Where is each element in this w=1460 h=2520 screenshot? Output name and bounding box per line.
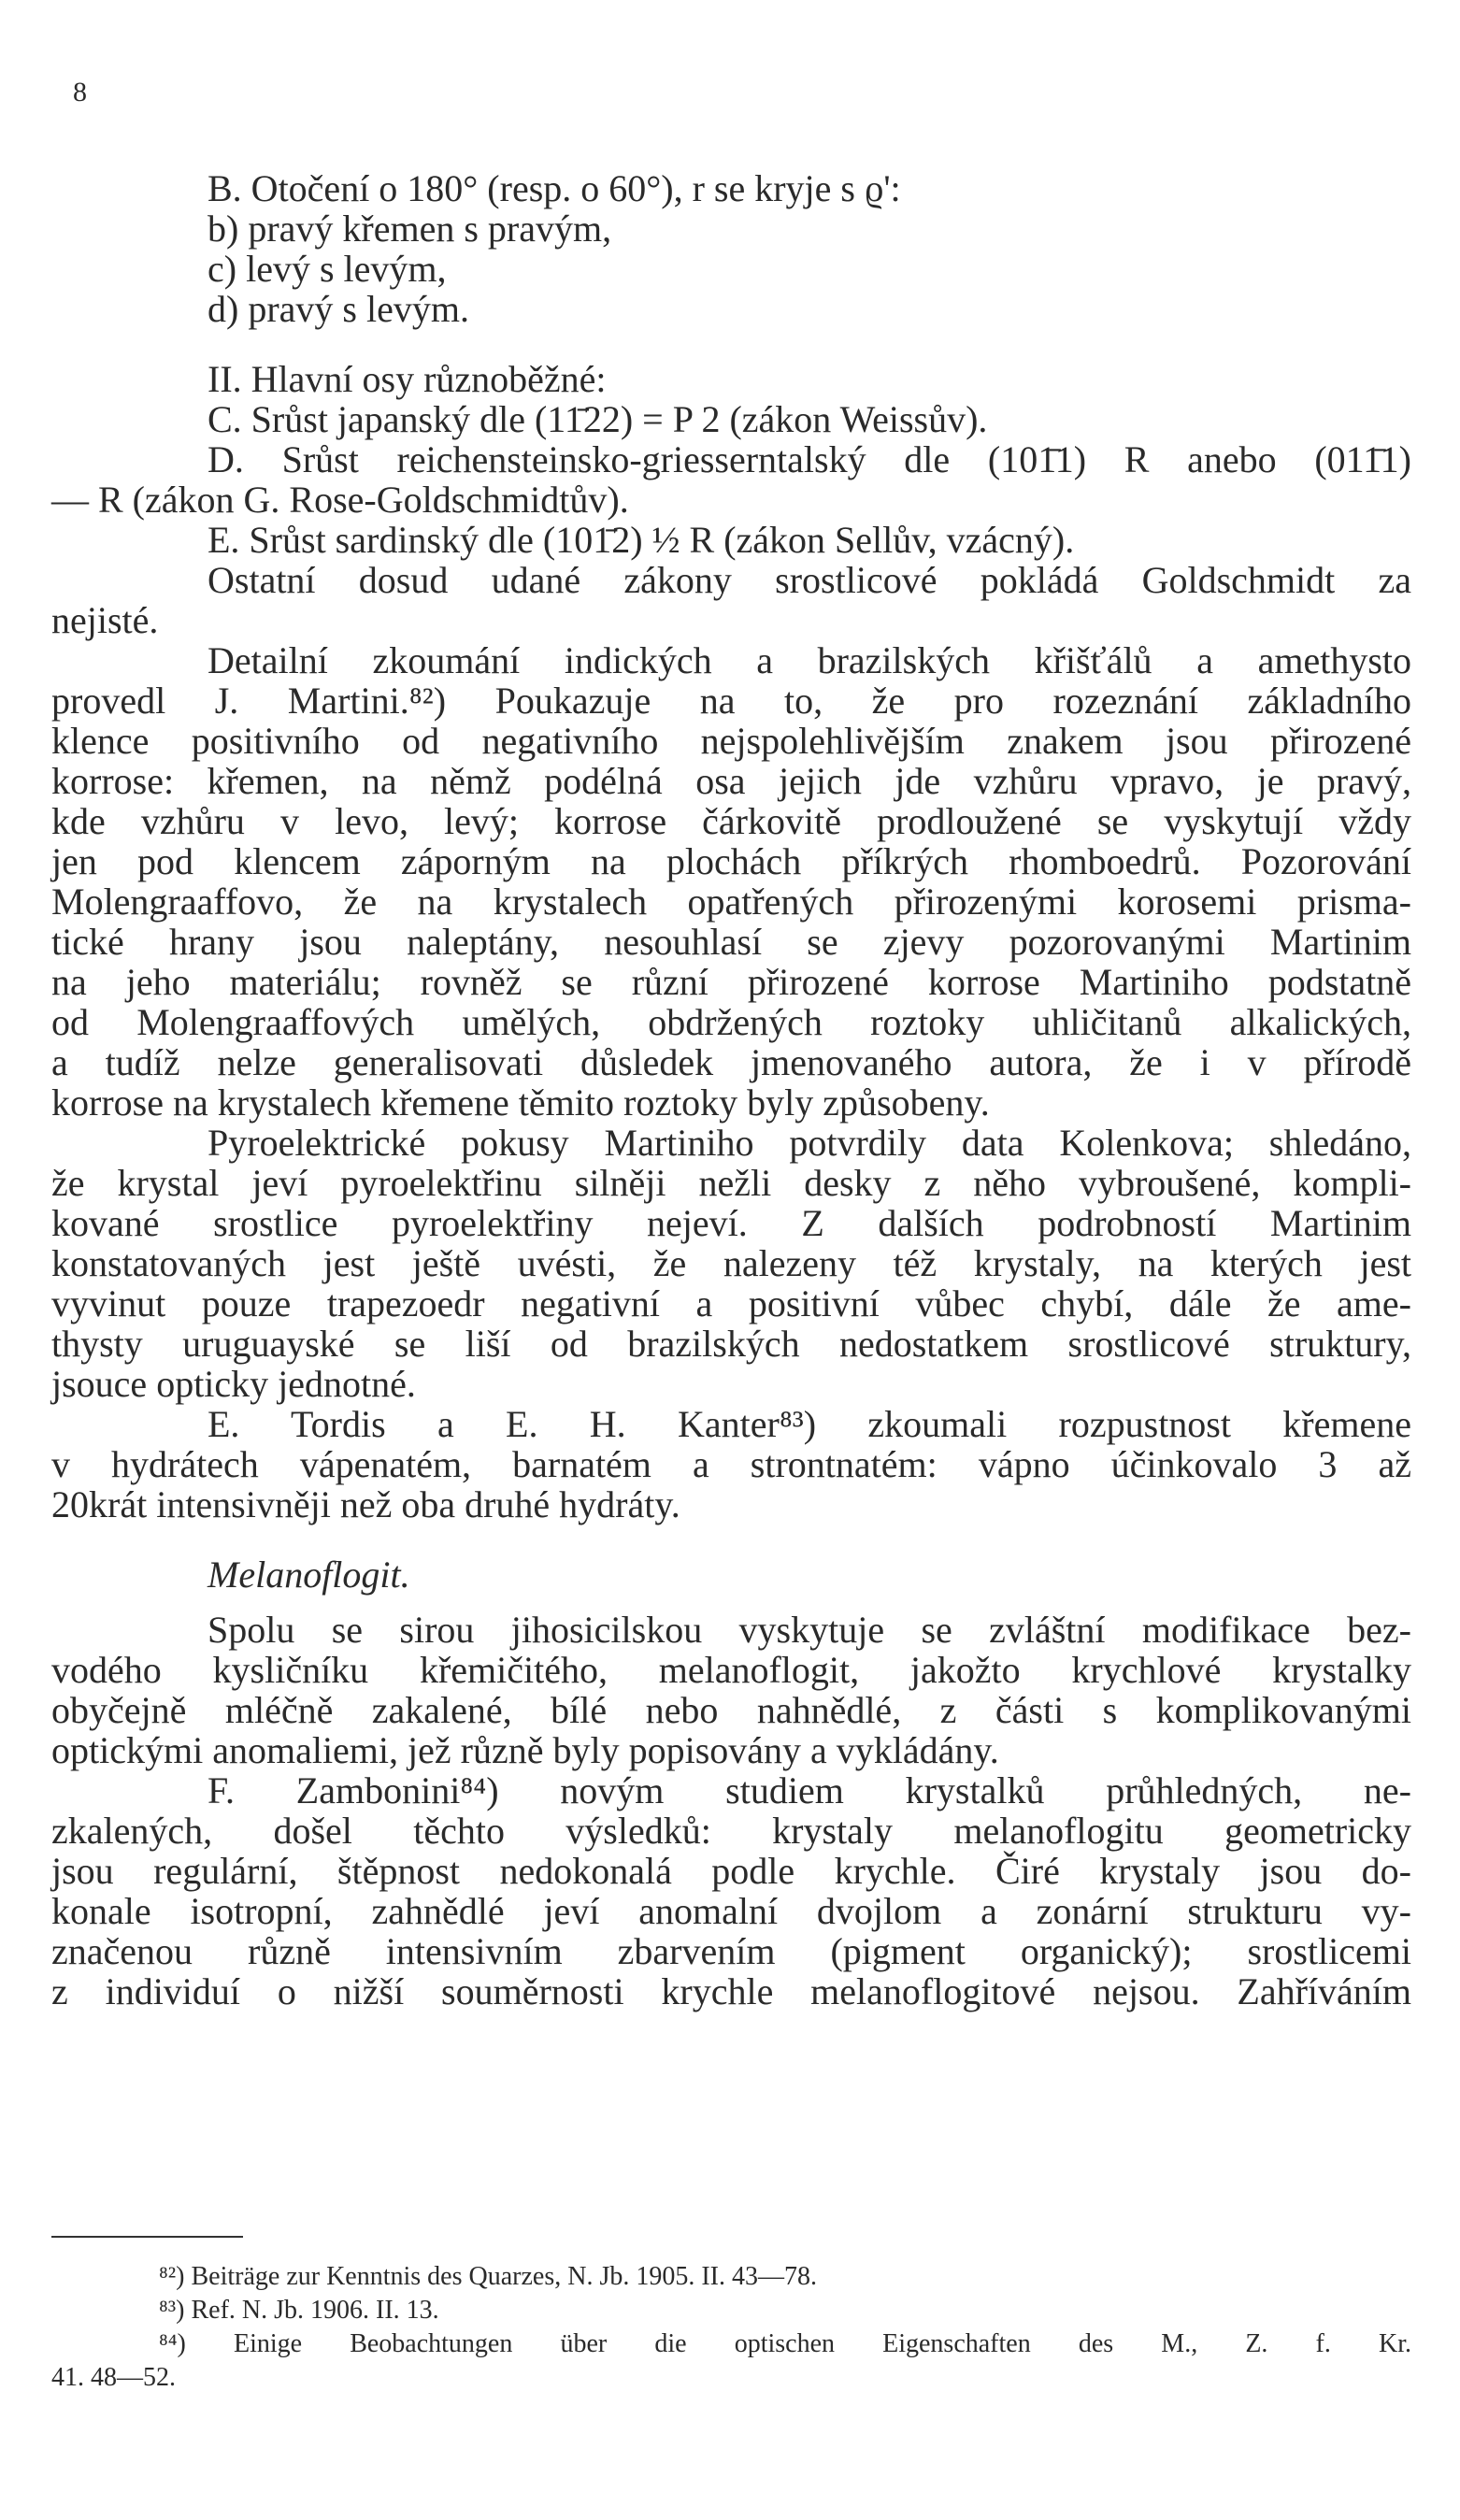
text-line: B. Otočení o 180° (resp. o 60°), r se kryje s ϱ': — [208, 167, 901, 209]
text-line: Molengraaffovo, že na krystalech opatřených přirozenými korosemi prisma- — [51, 881, 1411, 923]
text-line: 20krát intensivněji než oba druhé hydráty. — [51, 1483, 680, 1525]
text-line — [51, 329, 1411, 359]
text-line — [51, 1525, 1411, 1554]
text-line: Detailní zkoumání indických a brazilských křišťálů a amethysto — [208, 639, 1411, 681]
text-line: thysty uruguayské se liší od brazilských nedostatkem srostlicové struktury, — [51, 1323, 1411, 1365]
text-line: E. Srůst sardinský dle (101̄2) ½ R (zákon Sellův, vzácný). — [208, 519, 1075, 561]
text-line: Pyroelektrické pokusy Martiniho potvrdily data Kolenkova; shledáno, — [208, 1122, 1411, 1164]
text-line: z individuí o nižší souměrnosti krychle melanoflogitové nejsou. Zahříváním — [51, 1970, 1411, 2012]
text-line: jsou regulární, štěpnost nedokonalá podle krychle. Čiré krystaly jsou do- — [51, 1850, 1411, 1892]
text-line: kde vzhůru v levo, levý; korrose čárkovitě prodloužené se vyskytují vždy — [51, 800, 1411, 842]
text-line: tické hrany jsou naleptány, nesouhlasí se zjevy pozorovanými Martinim — [51, 921, 1411, 963]
text-line — [51, 1595, 1411, 1610]
text-line: vodého kysličníku křemičitého, melanoflogit, jakožto krychlové krystalky — [51, 1649, 1411, 1691]
text-line: vyvinut pouze trapezoedr negativní a positivní vůbec chybí, dále že ame- — [51, 1282, 1411, 1324]
text-line: korrose: křemen, na němž podélná osa jejich jde vzhůru vpravo, je pravý, — [51, 760, 1411, 802]
text-line: Spolu se sirou jihosicilskou vyskytuje se zvláštní modifikace bez- — [208, 1609, 1411, 1651]
text-line: v hydrátech vápenatém, barnatém a strontnatém: vápno účinkovalo 3 až — [51, 1443, 1411, 1485]
text-line: Ostatní dosud udané zákony srostlicové pokládá Goldschmidt za — [208, 559, 1411, 601]
text-line: c) levý s levým, — [208, 248, 447, 290]
text-line: Melanoflogit. — [208, 1554, 410, 1596]
footnotes — [51, 2260, 1411, 2395]
text-line: obyčejně mléčně zakalené, bílé nebo nahnědlé, z části s komplikovanými — [51, 1689, 1411, 1731]
text-line: E. Tordis a E. H. Kanter⁸³) zkoumali rozpustnost křemene — [208, 1403, 1411, 1445]
text-line: kované srostlice pyroelektřiny nejeví. Z dalších podrobností Martinim — [51, 1202, 1411, 1244]
text-line: D. Srůst reichensteinsko-griesserntalský dle (101̄1) R anebo (011̄1) — [208, 438, 1411, 480]
text-line: jsouce opticky jednotné. — [51, 1363, 416, 1405]
text-line: d) pravý s levým. — [208, 288, 469, 330]
footnote-rule — [51, 2236, 243, 2238]
text-line: b) pravý křemen s pravým, — [208, 208, 612, 250]
text-line: a tudíž nelze generalisovati důsledek jmenovaného autora, že i v přírodě — [51, 1041, 1411, 1083]
footnote-line: ⁸³) Ref. N. Jb. 1906. II. 13. — [159, 2296, 439, 2325]
text-line: jen pod klencem záporným na plochách příkrých rhomboedrů. Pozorování — [51, 840, 1411, 882]
text-line: F. Zambonini⁸⁴) novým studiem krystalků průhledných, ne- — [208, 1769, 1411, 1811]
text-line: korrose na krystalech křemene těmito roztoky byly způsobeny. — [51, 1081, 990, 1124]
text-line: zkalených, došel těchto výsledků: krystaly melanoflogitu geometricky — [51, 1810, 1411, 1852]
text-line: konale isotropní, zahnědlé jeví anomalní dvojlom a zonární strukturu vy- — [51, 1890, 1411, 1932]
text-line: konstatovaných jest ještě uvésti, že nalezeny též krystaly, na kterých jest — [51, 1242, 1411, 1284]
body-text — [51, 168, 1411, 2012]
page-number: 8 — [73, 77, 87, 107]
text-line: provedl J. Martini.⁸²) Poukazuje na to, že pro rozeznání základního — [51, 680, 1411, 722]
text-line: že krystal jeví pyroelektřinu silněji nežli desky z něho vybroušené, kompli- — [51, 1162, 1411, 1204]
text-line: — R (zákon G. Rose-Goldschmidtův). — [51, 479, 629, 521]
text-line: značenou různě intensivním zbarvením (pigment organický); srostlicemi — [51, 1930, 1411, 1972]
text-line: nejisté. — [51, 599, 159, 641]
footnote-line: ⁸⁴) Einige Beobachtungen über die optischen Eigenschaften des M., Z. f. Kr. — [159, 2329, 1411, 2358]
footnote-line: ⁸²) Beiträge zur Kenntnis des Quarzes, N. Jb. 1905. II. 43—78. — [159, 2262, 817, 2291]
text-line: II. Hlavní osy různoběžné: — [208, 358, 607, 400]
text-line: klence positivního od negativního nejspolehlivějším znakem jsou přirozené — [51, 720, 1411, 762]
footnote-line: 41. 48—52. — [51, 2363, 176, 2392]
text-line: od Molengraaffových umělých, obdržených roztoky uhličitanů alkalických, — [51, 1001, 1411, 1043]
text-line: C. Srůst japanský dle (11̄22) = P 2 (zákon Weissův). — [208, 398, 988, 440]
text-line: optickými anomaliemi, jež různě byly popisovány a vykládány. — [51, 1729, 999, 1771]
text-line: na jeho materiálu; rovněž se různí přirozené korrose Martiniho podstatně — [51, 961, 1411, 1003]
